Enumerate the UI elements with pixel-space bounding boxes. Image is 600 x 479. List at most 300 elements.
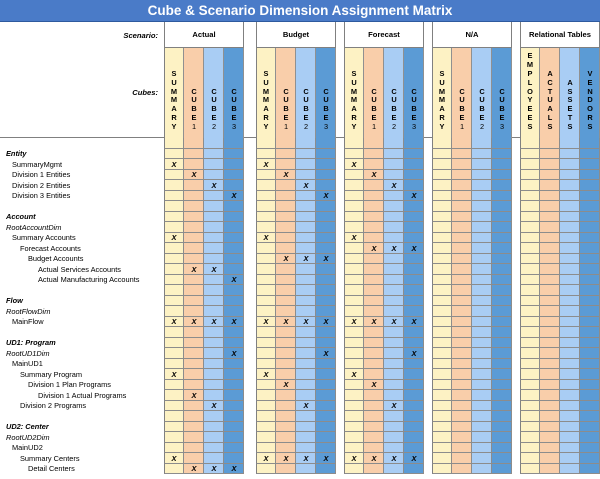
cube-header-letter: R [351, 113, 357, 123]
assignment-mark: X [411, 453, 417, 463]
matrix-cell [560, 233, 580, 244]
matrix-cell [452, 222, 472, 233]
row-label: Division 1 Plan Programs [28, 380, 111, 389]
matrix-cell [296, 212, 316, 223]
matrix-cell [224, 149, 244, 160]
matrix-cell [472, 390, 492, 401]
matrix-cell [296, 264, 316, 275]
cube-header-letter: M [350, 95, 358, 105]
cube-header-letter: C [231, 86, 237, 96]
matrix-cell [492, 432, 512, 443]
matrix-cell [184, 359, 204, 370]
matrix-cell [540, 380, 560, 391]
matrix-cell [316, 212, 336, 223]
matrix-cell [316, 411, 336, 422]
assignment-mark: X [263, 317, 269, 326]
assignment-mark: X [263, 453, 269, 463]
matrix-cell [560, 180, 580, 191]
row-label: MainUD1 [12, 359, 43, 368]
matrix-cell [344, 296, 364, 307]
cube-header-letter: C [191, 86, 197, 96]
matrix-cell [452, 432, 472, 443]
matrix-cell [580, 212, 600, 223]
matrix-cell [184, 380, 204, 391]
matrix-cell [472, 422, 492, 433]
matrix-cell [560, 348, 580, 359]
matrix-cell [472, 327, 492, 338]
matrix-cell [472, 443, 492, 454]
matrix-cell [432, 411, 452, 422]
matrix-cell [184, 285, 204, 296]
matrix-cell [520, 432, 540, 443]
matrix-cell [560, 285, 580, 296]
matrix-cell [472, 306, 492, 317]
cube-header-letter: U [303, 95, 309, 105]
assignment-mark: X [391, 453, 397, 463]
cube-header-letter: R [263, 113, 269, 123]
matrix-cell [492, 264, 512, 275]
matrix-cell [404, 159, 424, 170]
matrix-cell [296, 201, 316, 212]
matrix-cell [344, 243, 364, 254]
cube-header-letter: U [411, 95, 417, 105]
matrix-cell [520, 180, 540, 191]
assignment-mark: X [283, 254, 289, 263]
matrix-cell [452, 201, 472, 212]
matrix-cell [184, 254, 204, 265]
matrix-cell [384, 380, 404, 391]
matrix-cell [404, 296, 424, 307]
cube-header-letter: S [351, 68, 357, 78]
matrix-cell [432, 233, 452, 244]
matrix-cell [580, 411, 600, 422]
matrix-cell [560, 296, 580, 307]
cube-header-letter: A [567, 77, 573, 87]
matrix-cell [560, 254, 580, 265]
cube-header-letter: Y [351, 122, 357, 132]
matrix-cell [472, 254, 492, 265]
matrix-cell [404, 149, 424, 160]
assignment-mark: X [191, 317, 197, 326]
matrix-cell [580, 149, 600, 160]
matrix-cell [384, 201, 404, 212]
matrix-cell [384, 327, 404, 338]
matrix-cell [296, 380, 316, 391]
matrix-cell [384, 338, 404, 349]
matrix-cell [432, 317, 452, 328]
scenario-name-2: Forecast [368, 30, 400, 39]
matrix-cell [184, 275, 204, 286]
cube-header-letter: B [303, 104, 309, 114]
matrix-cell [224, 453, 244, 464]
cube-header-number: 2 [303, 122, 309, 132]
cube-header-letter: M [170, 95, 178, 105]
matrix-cell [276, 222, 296, 233]
matrix-cell [164, 443, 184, 454]
cube-header-letter: R [171, 113, 177, 123]
matrix-cell [184, 222, 204, 233]
matrix-cell [384, 191, 404, 202]
matrix-cell [256, 285, 276, 296]
row-label: Division 2 Programs [20, 401, 87, 410]
matrix-cell [384, 296, 404, 307]
matrix-cell [580, 317, 600, 328]
matrix-cell [184, 453, 204, 464]
matrix-cell [472, 453, 492, 464]
matrix-cell [184, 422, 204, 433]
matrix-cell [316, 327, 336, 338]
matrix-cell [580, 201, 600, 212]
matrix-cell [560, 149, 580, 160]
row-label: RootUD2Dim [6, 432, 50, 442]
matrix-cell [384, 275, 404, 286]
matrix-cell [296, 138, 316, 149]
matrix-cell [540, 285, 560, 296]
matrix-cell [316, 201, 336, 212]
cube-header-text [296, 88, 316, 133]
matrix-cell [520, 453, 540, 464]
matrix-cell [344, 212, 364, 223]
assignment-mark: X [303, 401, 309, 410]
assignment-mark: X [231, 191, 237, 200]
matrix-cell [404, 432, 424, 443]
matrix-cell [164, 390, 184, 401]
row-label: Summary Accounts [12, 233, 76, 242]
assignment-mark: X [391, 317, 397, 326]
assignment-mark: X [411, 317, 417, 326]
matrix-cell [276, 275, 296, 286]
cube-header-text [344, 70, 364, 132]
matrix-cell [164, 422, 184, 433]
cube-header-letter: U [211, 95, 217, 105]
matrix-cell [560, 306, 580, 317]
matrix-cell [364, 138, 384, 149]
matrix-cell [580, 180, 600, 191]
matrix-cell [580, 254, 600, 265]
matrix-cell [276, 306, 296, 317]
matrix-cell [432, 180, 452, 191]
assignment-mark: X [371, 453, 377, 463]
matrix-cell [580, 233, 600, 244]
matrix-cell [492, 401, 512, 412]
matrix-cell [364, 264, 384, 275]
cube-header-letter: S [567, 122, 573, 132]
matrix-cell [364, 201, 384, 212]
cube-header-letter: Y [263, 122, 269, 132]
assignment-mark: X [171, 233, 177, 242]
matrix-cell [560, 222, 580, 233]
row-label: Division 3 Entities [12, 191, 71, 200]
matrix-cell [364, 285, 384, 296]
matrix-cell [492, 138, 512, 149]
matrix-cell [432, 443, 452, 454]
cube-header-letter: U [283, 95, 289, 105]
matrix-cell [224, 170, 244, 181]
matrix-cell [276, 432, 296, 443]
matrix-cell [224, 296, 244, 307]
matrix-cell [472, 464, 492, 475]
matrix-cell [452, 180, 472, 191]
cube-header-text [560, 79, 580, 132]
matrix-cell [204, 390, 224, 401]
matrix-cell [296, 285, 316, 296]
matrix-cell [540, 222, 560, 233]
matrix-cell [560, 212, 580, 223]
matrix-cell [404, 401, 424, 412]
matrix-cell [540, 296, 560, 307]
cube-header-letter: E [371, 113, 377, 123]
cube-header-letter: U [547, 95, 553, 105]
cube-header-letter: E [283, 113, 289, 123]
cube-header-letter: C [371, 86, 377, 96]
matrix-cell [452, 285, 472, 296]
matrix-cell [184, 149, 204, 160]
row-label: Detail Centers [28, 464, 75, 473]
matrix-cell [204, 411, 224, 422]
assignment-mark: X [303, 180, 309, 190]
matrix-cell [560, 201, 580, 212]
cube-header-letter: D [587, 95, 593, 105]
matrix-cell [164, 243, 184, 254]
row-label: Summary Program [20, 369, 83, 379]
matrix-cell [452, 264, 472, 275]
matrix-cell [520, 264, 540, 275]
matrix-cell [432, 264, 452, 275]
assignment-mark: X [323, 453, 329, 463]
matrix-cell [560, 243, 580, 254]
matrix-cell [296, 306, 316, 317]
matrix-cell [540, 432, 560, 443]
matrix-cell [344, 432, 364, 443]
matrix-cell [452, 411, 472, 422]
assignment-mark: X [231, 464, 237, 473]
scenario-name-0: Actual [192, 30, 216, 39]
matrix-cell [384, 254, 404, 265]
matrix-cell [256, 201, 276, 212]
matrix-cell [256, 254, 276, 265]
assignment-mark: X [191, 170, 197, 179]
matrix-cell [296, 422, 316, 433]
matrix-cell [520, 254, 540, 265]
matrix-cell [580, 401, 600, 412]
matrix-cell [204, 275, 224, 286]
matrix-cell [164, 138, 184, 149]
cube-header-number: 3 [231, 122, 237, 132]
matrix-cell [432, 432, 452, 443]
matrix-cell [540, 348, 560, 359]
cube-header-letter: U [231, 95, 237, 105]
matrix-cell [276, 369, 296, 380]
matrix-cell [492, 285, 512, 296]
cube-header-letter: A [263, 104, 269, 114]
cube-header-letter: E [479, 113, 485, 123]
matrix-cell [256, 212, 276, 223]
matrix-cell [432, 149, 452, 160]
cube-header-text [224, 88, 244, 133]
matrix-cell [492, 411, 512, 422]
matrix-cell [580, 422, 600, 433]
cubes-header-label: Cubes: [132, 88, 158, 97]
matrix-cell [472, 359, 492, 370]
matrix-cell [164, 306, 184, 317]
matrix-cell [316, 432, 336, 443]
matrix-cell [580, 138, 600, 149]
matrix-cell [492, 464, 512, 475]
matrix-cell [580, 170, 600, 181]
matrix-cell [364, 411, 384, 422]
matrix-cell [344, 411, 364, 422]
matrix-cell [256, 422, 276, 433]
matrix-cell [540, 401, 560, 412]
matrix-cell [540, 464, 560, 475]
matrix-cell [224, 443, 244, 454]
matrix-cell [364, 296, 384, 307]
matrix-cell [492, 180, 512, 191]
matrix-cell [164, 338, 184, 349]
matrix-cell [204, 380, 224, 391]
matrix-cell [472, 201, 492, 212]
assignment-mark: X [171, 159, 177, 169]
matrix-cell [344, 327, 364, 338]
matrix-cell [204, 222, 224, 233]
matrix-cell [452, 254, 472, 265]
matrix-cell [344, 464, 364, 475]
matrix-cell [404, 380, 424, 391]
matrix-cell [452, 296, 472, 307]
matrix-cell [492, 254, 512, 265]
assignment-mark: X [371, 170, 377, 179]
matrix-cell [184, 411, 204, 422]
matrix-cell [560, 432, 580, 443]
matrix-cell [316, 401, 336, 412]
matrix-cell [520, 411, 540, 422]
matrix-cell [344, 264, 364, 275]
matrix-cell [580, 222, 600, 233]
matrix-cell [520, 348, 540, 359]
matrix-cell [276, 191, 296, 202]
matrix-cell [256, 443, 276, 454]
cube-header-letter: Y [171, 122, 177, 132]
matrix-cell [164, 149, 184, 160]
matrix-cell [344, 338, 364, 349]
assignment-mark: X [263, 159, 269, 169]
matrix-cell [452, 327, 472, 338]
cube-header-letter: A [439, 104, 445, 114]
matrix-cell [492, 306, 512, 317]
matrix-cell [540, 422, 560, 433]
matrix-cell [492, 243, 512, 254]
matrix-cell [404, 233, 424, 244]
matrix-cell [164, 327, 184, 338]
cube-header-letter: N [587, 86, 593, 96]
matrix-cell [452, 359, 472, 370]
matrix-cell [404, 359, 424, 370]
matrix-cell [276, 243, 296, 254]
matrix-cell [164, 359, 184, 370]
matrix-cell [404, 275, 424, 286]
matrix-cell [276, 180, 296, 191]
matrix-cell [316, 285, 336, 296]
cube-header-letter: E [567, 104, 573, 114]
matrix-cell [276, 159, 296, 170]
matrix-cell [404, 464, 424, 475]
cube-header-letter: C [479, 86, 485, 96]
cube-header-letter: A [171, 104, 177, 114]
matrix-cell [540, 149, 560, 160]
cube-header-letter: C [459, 86, 465, 96]
matrix-cell [256, 327, 276, 338]
matrix-cell [560, 411, 580, 422]
matrix-cell [184, 159, 204, 170]
cube-header-letter: E [391, 113, 397, 123]
matrix-cell [472, 275, 492, 286]
cube-header-letter: E [527, 113, 533, 123]
cube-header-number: 3 [323, 122, 329, 132]
cube-header-letter: E [411, 113, 417, 123]
cube-header-text [204, 88, 224, 133]
matrix-cell [540, 254, 560, 265]
matrix-cell [316, 296, 336, 307]
cube-header-letter: S [263, 68, 269, 78]
matrix-cell [540, 191, 560, 202]
matrix-cell [204, 306, 224, 317]
matrix-cell [224, 411, 244, 422]
matrix-cell [364, 422, 384, 433]
matrix-cell [492, 453, 512, 464]
matrix-cell [204, 359, 224, 370]
matrix-cell [344, 254, 364, 265]
matrix-cell [404, 212, 424, 223]
matrix-cell [452, 233, 472, 244]
cube-header-letter: B [459, 104, 465, 114]
matrix-cell [404, 369, 424, 380]
matrix-cell [256, 275, 276, 286]
matrix-cell [560, 422, 580, 433]
cube-header-letter: E [323, 113, 329, 123]
cube-header-letter: U [479, 95, 485, 105]
matrix-cell [432, 453, 452, 464]
matrix-cell [256, 149, 276, 160]
matrix-cell [296, 159, 316, 170]
matrix-cell [492, 233, 512, 244]
cube-header-text [276, 88, 296, 133]
matrix-cell [316, 170, 336, 181]
matrix-cell [316, 138, 336, 149]
matrix-cell [316, 369, 336, 380]
matrix-cell [296, 275, 316, 286]
cube-header-letter: P [527, 68, 533, 78]
matrix-cell [560, 380, 580, 391]
matrix-cell [580, 275, 600, 286]
matrix-cell [164, 222, 184, 233]
matrix-cell [184, 201, 204, 212]
matrix-cell [432, 338, 452, 349]
assignment-mark: X [371, 380, 377, 389]
matrix-cell [204, 233, 224, 244]
matrix-cell [432, 191, 452, 202]
matrix-cell [452, 306, 472, 317]
matrix-cell [404, 170, 424, 181]
matrix-cell [452, 338, 472, 349]
cube-header-number: 1 [191, 122, 197, 132]
matrix-cell [560, 359, 580, 370]
matrix-cell [384, 411, 404, 422]
matrix-cell [276, 138, 296, 149]
matrix-cell [520, 138, 540, 149]
matrix-cell [184, 138, 204, 149]
matrix-cell [540, 159, 560, 170]
matrix-cell [580, 443, 600, 454]
